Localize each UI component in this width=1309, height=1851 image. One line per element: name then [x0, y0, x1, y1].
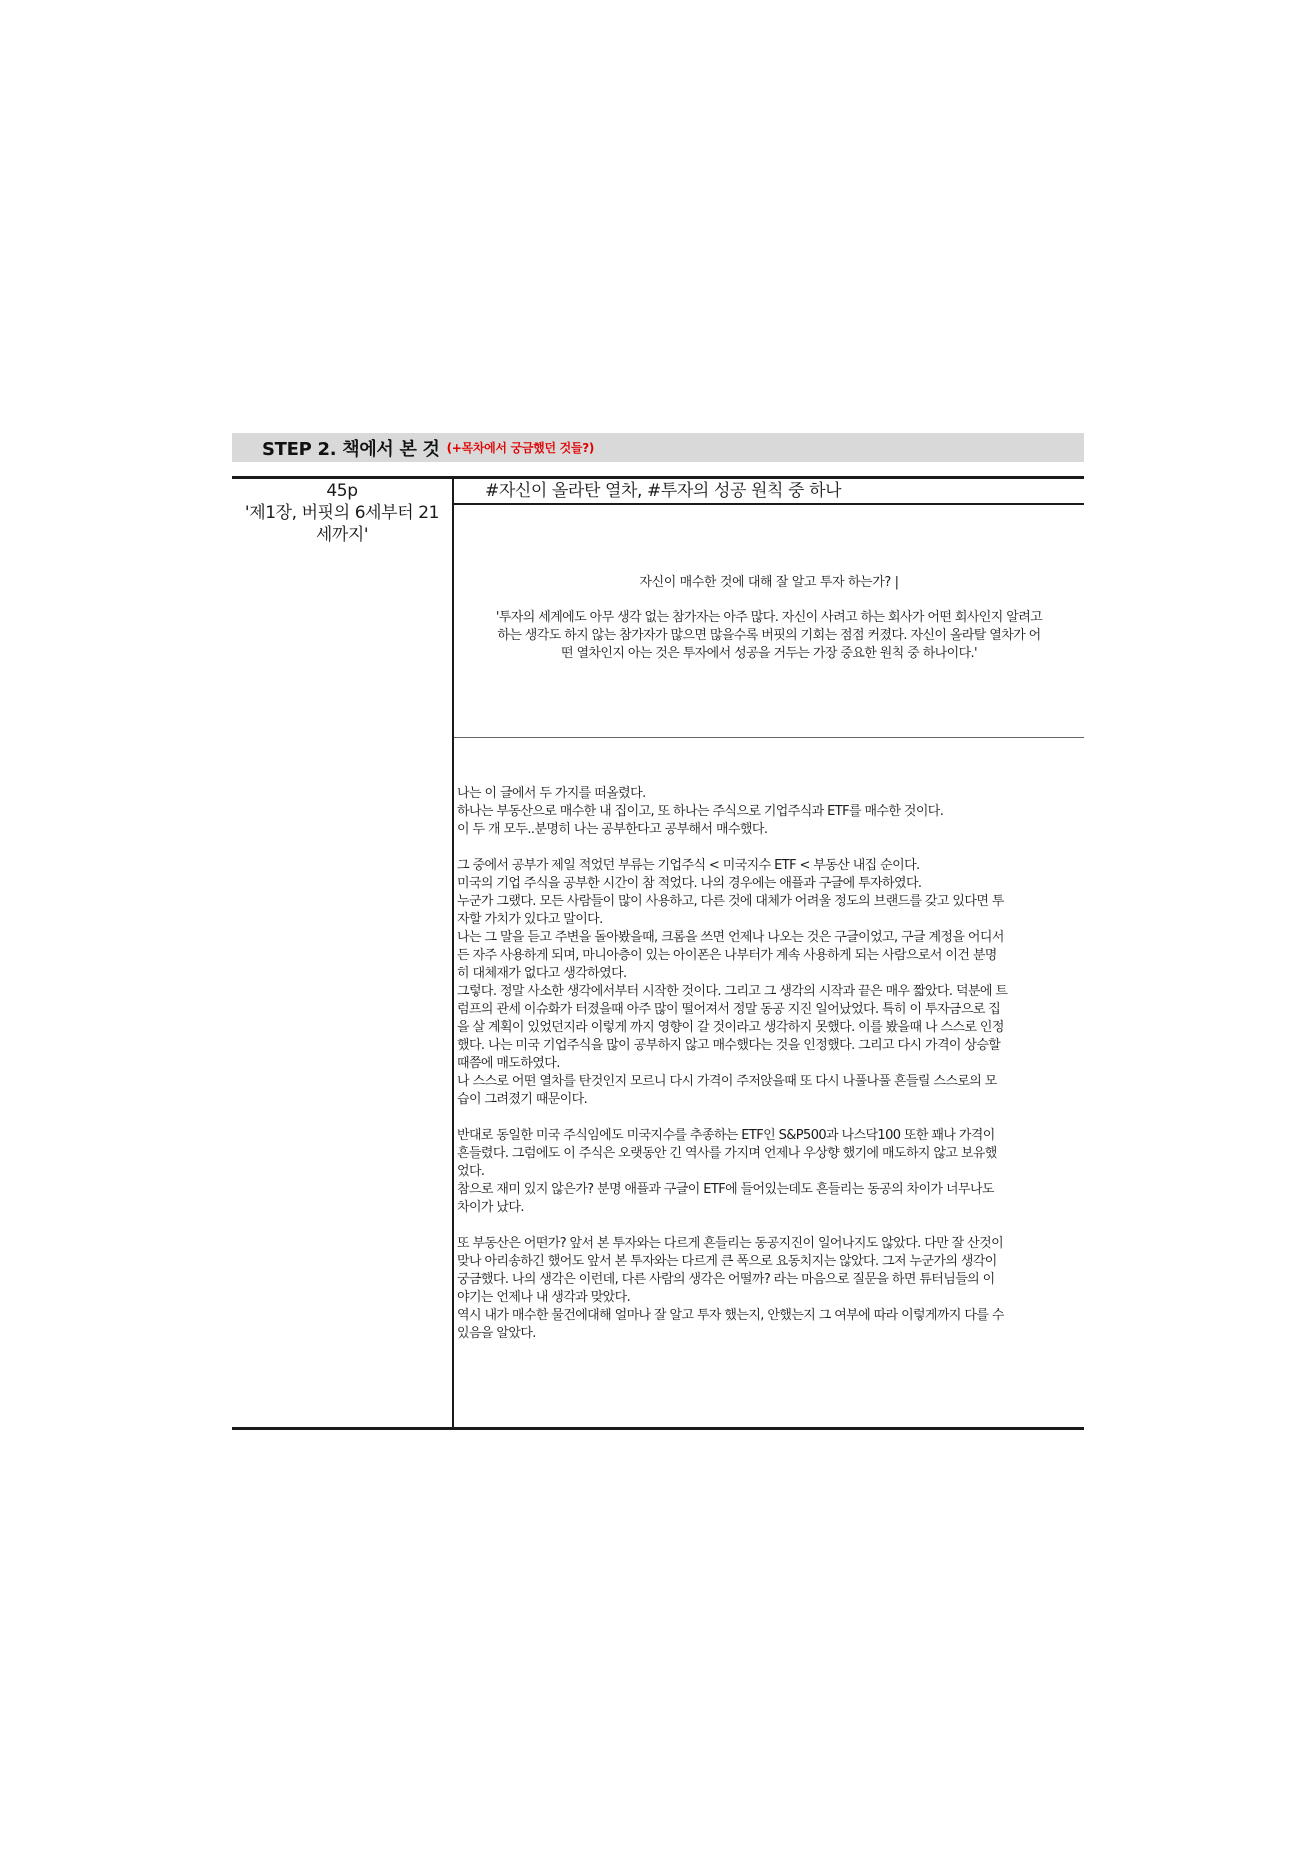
- text-line: 반대로 동일한 미국 주식임에도 미국지수를 추종하는 ETF인 S&P500과 나스닥100 또한 꽤나 가격이: [457, 1128, 995, 1143]
- text-line: 나 스스로 어떤 열차를 탄것인지 모르니 다시 가격이 주저앉을때 또 다시 나풀나풀 흔들릴 스스로의 모: [457, 1074, 997, 1089]
- text-line: 차이가 났다.: [457, 1200, 524, 1215]
- reflection-text: [457, 785, 1082, 1361]
- text-line: 궁금했다. 나의 생각은 이런데, 다른 사람의 생각은 어떨까? 라는 마음으로 질문을 하면 튜터님들의 이: [457, 1272, 995, 1287]
- text-line: 또 부동산은 어떤가? 앞서 본 투자와는 다르게 흔들리는 동공지진이 일어나지도 않았다. 다만 잘 산것이: [457, 1236, 1004, 1251]
- step-title: STEP 2. 책에서 본 것: [262, 438, 440, 460]
- text-line: 참으로 재미 있지 않은가? 분명 애플과 구글이 ETF에 들어있는데도 흔들리는 동공의 차이가 너무나도: [457, 1182, 994, 1197]
- page-number: 45p: [326, 481, 358, 501]
- paragraph: [457, 785, 1082, 839]
- text-line: 미국의 기업 주식을 공부한 시간이 참 적었다. 나의 경우에는 애플과 구글에 투자하였다.: [457, 876, 922, 891]
- divider: [454, 503, 1084, 505]
- note-page: [232, 0, 1084, 1851]
- chapter-title-line: '제1장, 버핏의 6세부터 21: [244, 503, 440, 523]
- text-line: 했다. 나는 미국 기업주식을 많이 공부하지 않고 매수했다는 것을 인정했다. 그리고 다시 가격이 상승할: [457, 1038, 1001, 1053]
- page-reference-cell: [232, 479, 454, 1427]
- text-line: 나는 이 글에서 두 가지를 떠올렸다.: [457, 786, 646, 801]
- chapter-title-line: 세까지': [315, 525, 369, 545]
- text-line: 야기는 언제나 내 생각과 맞았다.: [457, 1290, 631, 1305]
- text-line: 때쯤에 매도하였다.: [457, 1056, 560, 1071]
- quote-line: '투자의 세계에도 아무 생각 없는 참가자는 아주 많다. 자신이 사려고 하는 회사가 어떤 회사인지 알려고: [495, 610, 1043, 625]
- text-line: 자할 가치가 있다고 말이다.: [457, 912, 603, 927]
- text-line: 습이 그려졌기 때문이다.: [457, 1092, 588, 1107]
- text-line: 럼프의 관세 이슈화가 터졌을때 아주 많이 떨어져서 정말 동공 지진 일어났었다. 특히 이 투자금으로 집: [457, 1002, 1001, 1017]
- step-header: [232, 433, 1084, 462]
- quote-line: 떤 열차인지 아는 것은 투자에서 성공을 거두는 가장 중요한 원칙 중 하나이다.': [560, 646, 978, 661]
- hashtags: #자신이 올라탄 열차, #투자의 성공 원칙 중 하나: [485, 481, 842, 501]
- paragraph: [457, 1127, 1082, 1217]
- text-line: 그 중에서 공부가 제일 적었던 부류는 기업주식 < 미국지수 ETF < 부동산 내집 순이다.: [457, 858, 920, 873]
- text-line: 누군가 그랬다. 모든 사람들이 많이 사용하고, 다른 것에 대체가 어려울 정도의 브랜드를 갖고 있다면 투: [457, 894, 1004, 909]
- text-line: 그렇다. 정말 사소한 생각에서부터 시작한 것이다. 그리고 그 생각의 시작과 끝은 매우 짧았다. 덕분에 트: [457, 984, 1008, 999]
- book-quote: [458, 609, 1080, 663]
- step-subtitle: (+목차에서 궁금했던 것들?): [446, 441, 595, 455]
- paragraph: [457, 857, 1082, 1109]
- paragraph: [457, 1235, 1082, 1343]
- text-line: 하나는 부동산으로 매수한 내 집이고, 또 하나는 주식으로 기업주식과 ETF를 매수한 것이다.: [457, 804, 944, 819]
- text-line: 을 살 계획이 있었던지라 이렇게 까지 영향이 갈 것이라고 생각하지 못했다. 이를 봤을때 나 스스로 인정: [457, 1020, 1004, 1035]
- text-line: 역시 내가 매수한 물건에대해 얼마나 잘 알고 투자 했는지, 안했는지 그 여부에 따라 이렇게까지 다를 수: [457, 1308, 1004, 1323]
- note-table: [232, 476, 1084, 1430]
- text-line: 맞나 아리송하긴 했어도 앞서 본 투자와는 다르게 큰 폭으로 요동치지는 않았다. 그저 누군가의 생각이: [457, 1254, 997, 1269]
- text-line: 이 두 개 모두..분명히 나는 공부한다고 공부해서 매수했다.: [457, 822, 768, 837]
- text-line: 었다.: [457, 1164, 485, 1179]
- divider: [454, 737, 1084, 738]
- text-line: 흔들렸다. 그럼에도 이 주식은 오랫동안 긴 역사를 가지며 언제나 우상향 했기에 매도하지 않고 보유했: [457, 1146, 997, 1161]
- note-content-cell: [454, 479, 1084, 1427]
- text-line: 든 자주 사용하게 되며, 마니아층이 있는 아이폰은 나부터가 계속 사용하게 되는 사람으로서 이건 분명: [457, 948, 997, 963]
- key-question: 자신이 매수한 것에 대해 잘 알고 투자 하는가? |: [639, 575, 899, 590]
- text-line: 나는 그 말을 듣고 주변을 돌아봤을때, 크롬을 쓰면 언제나 나오는 것은 구글이었고, 구글 계정을 어디서: [457, 930, 1004, 945]
- text-line: 히 대체재가 없다고 생각하였다.: [457, 966, 627, 981]
- text-line: 있음을 알았다.: [457, 1326, 536, 1341]
- quote-line: 하는 생각도 하지 않는 참가자가 많으면 많을수록 버핏의 기회는 점점 커졌다. 자신이 올라탈 열차가 어: [497, 628, 1041, 643]
